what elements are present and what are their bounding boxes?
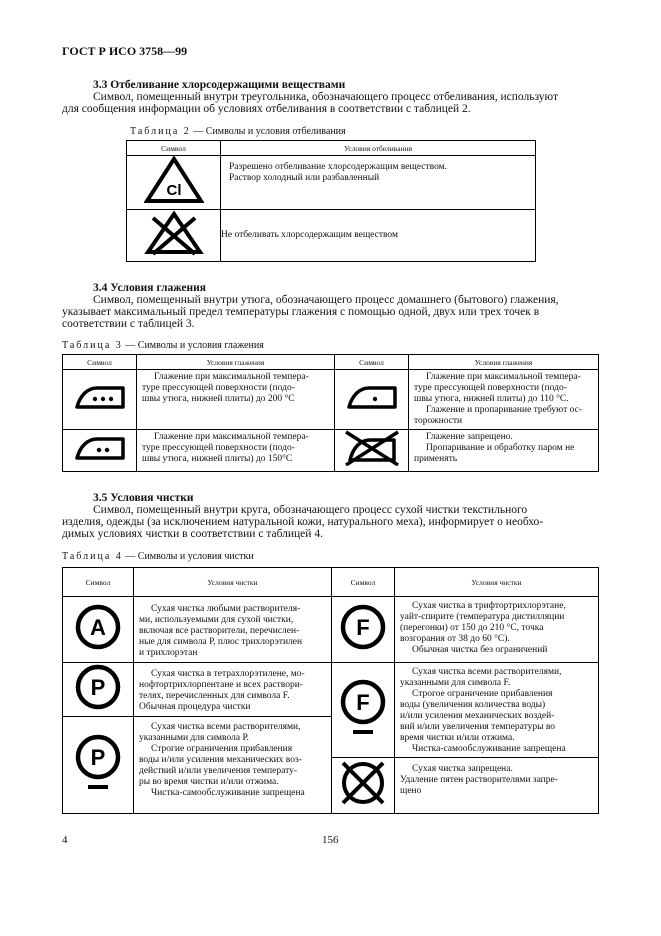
table3: [62, 354, 599, 472]
table4-p-l3: телях, перечисленных для символа F.: [139, 691, 290, 701]
table4-caption: [62, 551, 254, 562]
section-3-4-line2: указывает максимальный предел температуры глажения с помощью одной, двух или трех точек в: [62, 306, 540, 318]
table4-p2-l7: Чистка-самообслуживание запрещена: [151, 788, 305, 798]
table3-symbol-cell: [335, 430, 409, 472]
table4-f-l4: возгорания от 38 до 60 °С).: [400, 634, 510, 644]
table4-f2-l4: воды (увеличения количества воды): [400, 700, 546, 710]
table4-a-l3: включая все растворители, перечислен-: [139, 626, 300, 636]
table2-caption-title: — Символы и условия отбеливания: [190, 126, 346, 137]
table4-cond-cell: [134, 597, 332, 663]
section-3-5-line3: димых условиях чистки в соответствии с таблицей 4.: [62, 528, 323, 540]
table4: [62, 567, 599, 814]
table3-r2-right-l3: применять: [414, 454, 458, 464]
table4-x-l3: щено: [400, 786, 422, 796]
table2-cond-cell: [221, 210, 536, 262]
page-number-center: 156: [322, 834, 339, 846]
table3-cond-cell: [409, 370, 599, 430]
section-3-5-line2: изделия, одежды (за исключением натуральной кожи, натурального меха), информирует о необхо-: [62, 516, 544, 528]
table4-symbol-cell: [332, 663, 395, 758]
table4-p-l2: нофтортрихлорпентане и всех раствори-: [139, 680, 303, 690]
table3-header-symbol-2: Символ: [335, 355, 409, 370]
table3-header-conditions: Условия глажения: [137, 355, 335, 370]
table3-symbol-cell: [63, 370, 137, 430]
table4-symbol-cell: [63, 597, 134, 663]
table4-p2-l2: указанными для символа Р.: [139, 733, 249, 743]
iron-two-dots-icon: [73, 435, 127, 461]
table4-p-l4: Обычная процедура чистки: [139, 702, 251, 712]
table2-symbol-cell: [127, 210, 221, 262]
dryclean-p-gentle-icon: [74, 733, 122, 793]
table4-f2-l3: Строгое ограничение прибавления: [412, 689, 553, 699]
table3-r2-right-l2: Пропаривание и обработку паром не: [426, 443, 575, 453]
table3-r1-left-l2: туре прессующей поверхности (подо-: [142, 383, 295, 393]
table3-r1-left-l1: Глажение при максимальной темпера-: [154, 372, 309, 382]
table2-row1-line2: Раствор холодный или разбавленный: [229, 173, 380, 183]
table3-caption: [62, 340, 264, 351]
no-dryclean-icon: [338, 759, 388, 807]
table4-caption-number: Таблица 4: [62, 551, 123, 562]
table2-row1-line1: Разрешено отбеливание хлорсодержащим веществом.: [229, 162, 448, 172]
table3-cond-cell: [409, 430, 599, 472]
table4-caption-title: — Символы и условия чистки: [122, 551, 254, 562]
table4-header-symbol: Символ: [63, 568, 134, 597]
table2-symbol-cell: [127, 156, 221, 210]
table4-p2-l5: действий и/или увеличения температу-: [139, 766, 298, 776]
table4-cond-cell: [395, 758, 599, 814]
table4-x-l2: Удаление пятен растворителями запре-: [400, 775, 558, 785]
section-heading-3-3: 3.3 Отбеливание хлорсодержащими веществами: [93, 79, 346, 91]
table4-a-l1: Сухая чистка любыми растворителя-: [151, 604, 301, 614]
table2-row2-text: Не отбеливать хлорсодержащим веществом: [221, 230, 399, 240]
section-heading-3-4: 3.4 Условия глажения: [93, 282, 207, 294]
table3-r1-right-l3: швы утюга, нижней плиты) до 110 °С.: [414, 394, 569, 404]
table3-r1-right-l4: Глажение и пропаривание требуют ос-: [426, 405, 582, 415]
table3-header-conditions-2: Условия глажения: [409, 355, 599, 370]
table4-f2-l6: вий и/или увеличения температуры во: [400, 722, 556, 732]
section-3-5-line1: Символ, помещенный внутри круга, обозначающего процесс сухой чистки текстильного: [93, 504, 528, 516]
table4-f2-l2: указанными для символа F.: [400, 678, 511, 688]
dryclean-p-letter: P: [90, 675, 106, 700]
table4-p2-l6: ры во время чистки и/или отжима.: [139, 777, 279, 787]
iron-three-dots-icon: [73, 384, 127, 410]
table3-r1-right-l2: туре прессующей поверхности (подо-: [414, 383, 567, 393]
page-number-left: 4: [62, 834, 68, 846]
table4-symbol-cell: [332, 597, 395, 663]
table3-caption-title: — Символы и условия глажения: [122, 340, 264, 351]
table4-f-l5: Обычная чистка без ограничений: [412, 645, 548, 655]
table4-f-l1: Сухая чистка в трифтортрихлорэтане,: [412, 601, 566, 611]
table4-header-symbol-2: Символ: [332, 568, 395, 597]
table4-f2-l7: время чистки и/или отжима.: [400, 733, 515, 743]
table4-x-l1: Сухая чистка запрещена.: [412, 764, 513, 774]
table3-r2-right-l1: Глажение запрещено.: [426, 432, 513, 442]
table4-cond-cell: [395, 597, 599, 663]
dryclean-f-letter: F: [356, 615, 370, 640]
table3-r1-right-l1: Глажение при максимальной темпера-: [426, 372, 581, 382]
table3-r1-right-l5: торожности: [414, 416, 463, 426]
table4-p2-l3: Строгие ограничения прибавления: [151, 744, 293, 754]
dryclean-p-gentle-letter: P: [90, 744, 106, 770]
table4-p2-l4: воды и/или усиления механических воз-: [139, 755, 302, 765]
table4-a-l2: ми, используемыми для сухой чистки,: [139, 615, 294, 625]
table2-header-symbol: Символ: [127, 141, 221, 156]
table3-r2-left-l3: швы утюга, нижней плиты) до 150°С: [142, 454, 293, 464]
table3-caption-number: Таблица 3: [62, 340, 123, 351]
document-header: ГОСТ Р ИСО 3758—99: [62, 44, 188, 58]
table4-p-l1: Сухая чистка в тетрахлорэтилене, мо-: [151, 669, 305, 679]
table4-f2-l1: Сухая чистка всеми растворителями,: [412, 667, 562, 677]
table3-symbol-cell: [63, 430, 137, 472]
bleach-cl-icon: [144, 156, 204, 204]
table4-a-l5: и трихлорэтан: [139, 648, 198, 658]
table4-header-conditions-2: Условия чистки: [395, 568, 599, 597]
table4-symbol-cell: [63, 717, 134, 814]
table2-caption-number: Таблица 2: [130, 126, 191, 137]
table2: [126, 140, 536, 262]
table4-p2-l1: Сухая чистка всеми растворителями,: [151, 722, 301, 732]
section-3-4-line3: соответствии с таблицей 3.: [62, 318, 195, 330]
table4-a-l4: ные для символа Р, плюс трихлорэтилен: [139, 637, 303, 647]
iron-one-dot-icon: [345, 384, 399, 410]
table3-cond-cell: [137, 370, 335, 430]
section-3-3-line2: для сообщения информации об условиях отбеливания в соответствии с таблицей 2.: [62, 103, 471, 115]
table3-r1-left-l3: швы утюга, нижней плиты) до 200 °С: [142, 394, 295, 404]
table4-symbol-cell: [63, 663, 134, 717]
table4-symbol-cell: [332, 758, 395, 814]
section-3-3-line1: Символ, помещенный внутри треугольника, обозначающего процесс отбеливания, используют: [93, 91, 559, 103]
dryclean-f-gentle-icon: [339, 678, 387, 738]
table2-caption: [130, 126, 346, 137]
table3-symbol-cell: [335, 370, 409, 430]
no-ironing-icon: [342, 430, 402, 466]
dryclean-a-letter: A: [90, 615, 106, 640]
table2-cond-cell: [221, 156, 536, 210]
table4-f2-l8: Чистка-самообслуживание запрещена: [412, 744, 566, 754]
bleach-cl-letters: Cl: [166, 182, 181, 199]
table3-r2-left-l2: туре прессующей поверхности (подо-: [142, 443, 295, 453]
section-3-4-line1: Символ, помещенный внутри утюга, обозначающего процесс домашнего (бытового) глажения,: [93, 294, 559, 306]
table3-cond-cell: [137, 430, 335, 472]
table4-header-conditions: Условия чистки: [134, 568, 332, 597]
dryclean-f-icon: [339, 603, 387, 651]
table2-header-conditions: Условия отбеливания: [221, 141, 536, 156]
table4-f-l3: (перегонки) от 150 до 210 °С, точка: [400, 623, 544, 633]
section-heading-3-5: 3.5 Условия чистки: [93, 492, 194, 504]
table4-cond-cell: [395, 663, 599, 758]
table4-f2-l5: и/или усиления механических воздей-: [400, 711, 555, 721]
dryclean-p-icon: [74, 663, 122, 711]
table3-r2-left-l1: Глажение при максимальной темпера-: [154, 432, 309, 442]
table4-f-l2: уайт-спирите (температура дистилляции: [400, 612, 565, 622]
table4-cond-cell: [134, 717, 332, 814]
dryclean-a-icon: [74, 603, 122, 651]
table3-header-symbol: Символ: [63, 355, 137, 370]
table4-cond-cell: [134, 663, 332, 717]
dryclean-f-gentle-letter: F: [356, 689, 370, 715]
no-bleach-icon: [144, 210, 204, 256]
